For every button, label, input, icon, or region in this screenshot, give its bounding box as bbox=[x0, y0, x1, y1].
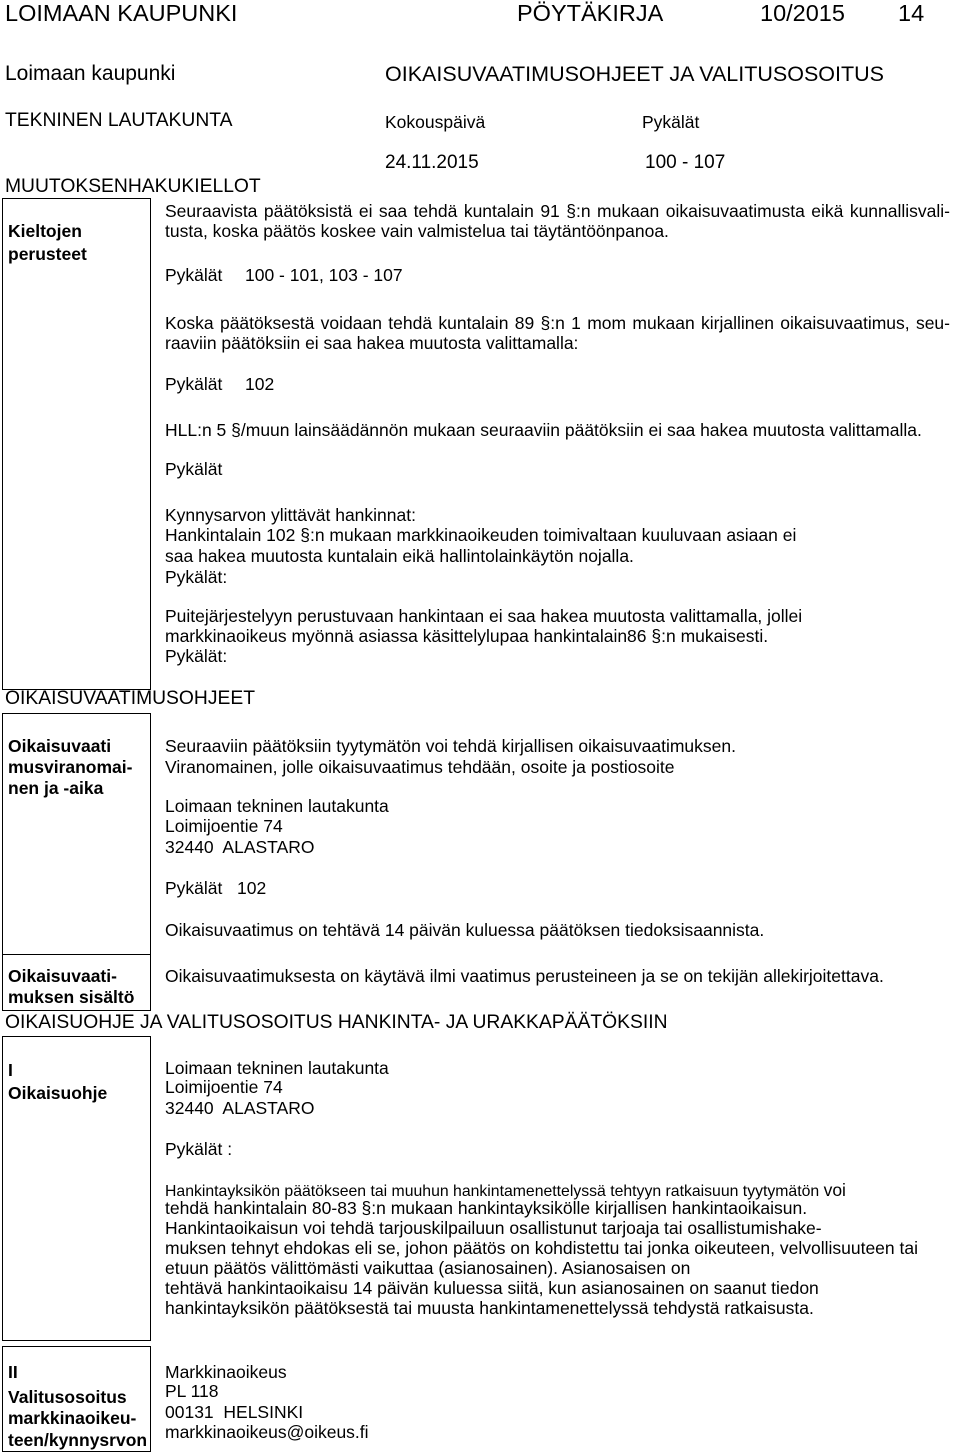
body-text-line: tusta, koska päätös koskee vain valmistelua tai täytäntöönpanoa. bbox=[165, 221, 669, 241]
address-line: Loimijoentie 74 bbox=[165, 1077, 283, 1097]
side-label: I bbox=[8, 1060, 13, 1080]
body-text-line: hankintayksikön päätöksestä tai muusta hankintamenettelyssä tehdystä ratkaisusta. bbox=[165, 1298, 814, 1318]
side-label: Oikaisuvaati- bbox=[8, 966, 117, 986]
address-line: 32440 ALASTARO bbox=[165, 837, 315, 857]
body-text-line: Seuraavista päätöksistä ei saa tehdä kuntalain 91 §:n mukaan oikaisuvaatimusta eikä kunnallisvali- bbox=[165, 201, 950, 221]
body-text-line: muksen tehnyt ehdokas eli se, johon päätös on kohdistettu tai jonka oikeuteen, velvollisuuteen tai bbox=[165, 1238, 918, 1258]
address-line: Loimaan tekninen lautakunta bbox=[165, 1058, 389, 1078]
body-text-line: Oikaisuvaatimus on tehtävä 14 päivän kuluessa päätöksen tiedoksisaannista. bbox=[165, 920, 765, 940]
header-meeting-date-label: Kokouspäivä bbox=[385, 112, 486, 132]
body-text-segment: voi bbox=[823, 1180, 846, 1200]
body-text-line: saa hakea muutosta kuntalain eikä hallintolainkäytön nojalla. bbox=[165, 546, 634, 566]
label-cell-correction bbox=[2, 1036, 151, 1341]
header-number: 10/2015 bbox=[760, 0, 845, 26]
side-label: perusteet bbox=[8, 244, 87, 264]
address-line: Loimaan tekninen lautakunta bbox=[165, 796, 389, 816]
label-cell-bans bbox=[2, 198, 151, 690]
court-address-line: PL 118 bbox=[165, 1381, 219, 1401]
sections-label: Pykälät: bbox=[165, 646, 228, 666]
side-label: II bbox=[8, 1362, 18, 1382]
side-label: nen ja -aika bbox=[8, 778, 104, 798]
header-page-number: 14 bbox=[898, 0, 925, 26]
side-label: teen/kynnysrvon bbox=[8, 1430, 148, 1450]
sections-label: Pykälät bbox=[165, 878, 223, 898]
body-text-line: Kynnysarvon ylittävät hankinnat: bbox=[165, 505, 416, 525]
side-label: Kieltojen bbox=[8, 221, 82, 241]
header-org-caps: LOIMAAN KAUPUNKI bbox=[5, 0, 238, 26]
header-body: TEKNINEN LAUTAKUNTA bbox=[5, 110, 233, 131]
sections-value: 102 bbox=[237, 878, 267, 898]
body-text-line: tehtävä hankintaoikaisu 14 päivän kuluessa siitä, kun asianosainen on saanut tiedon bbox=[165, 1278, 819, 1298]
section-heading-procurement: OIKAISUOHJE JA VALITUSOSOITUS HANKINTA- JA URAKKAPÄÄTÖKSIIN bbox=[5, 1012, 668, 1033]
header-meeting-date: 24.11.2015 bbox=[385, 152, 479, 173]
header-org: Loimaan kaupunki bbox=[5, 62, 176, 85]
header-sections: 100 - 107 bbox=[645, 152, 726, 173]
sections-label: Pykälät bbox=[165, 374, 223, 394]
body-text-line: Puitejärjestelyyn perustuvaan hankintaan ei saa hakea muutosta valittamalla, jollei bbox=[165, 606, 803, 626]
address-line: Loimijoentie 74 bbox=[165, 816, 283, 836]
body-text-line: Hankintalain 102 §:n mukaan markkinaoikeuden toimivaltaan kuuluvaan asiaan ei bbox=[165, 525, 797, 545]
body-text-line: Hankintaoikaisun voi tehdä tarjouskilpailuun osallistunut tarjoaja tai osallistumishake- bbox=[165, 1218, 822, 1238]
header-doc-type: PÖYTÄKIRJA bbox=[517, 0, 664, 26]
section-heading-appeal-bans: MUUTOKSENHAKUKIELLOT bbox=[5, 176, 261, 197]
header-sections-label: Pykälät bbox=[642, 112, 700, 132]
side-label: markkinaoikeu- bbox=[8, 1408, 137, 1428]
side-label: Oikaisuvaati bbox=[8, 736, 112, 756]
court-address-line: Markkinaoikeus bbox=[165, 1362, 287, 1382]
body-text-line: Oikaisuvaatimuksesta on käytävä ilmi vaatimus perusteineen ja se on tekijän allekirjoitettava. bbox=[165, 966, 884, 986]
side-label: Oikaisuohje bbox=[8, 1083, 108, 1103]
address-line: 32440 ALASTARO bbox=[165, 1098, 315, 1118]
court-email: markkinaoikeus@oikeus.fi bbox=[165, 1422, 369, 1442]
section-heading-claim: OIKAISUVAATIMUSOHJEET bbox=[5, 688, 255, 709]
sections-label: Pykälät bbox=[165, 265, 223, 285]
body-text-line: markkinaoikeus myönnä asiassa käsittelylupaa hankintalain86 §:n mukaisesti. bbox=[165, 626, 769, 646]
side-label: musviranomai- bbox=[8, 757, 133, 777]
header-doc-title: OIKAISUVAATIMUSOHJEET JA VALITUSOSOITUS bbox=[385, 62, 884, 86]
body-text-line: etuun päätös välittömästi vaikuttaa (asianosainen). Asianosaisen on bbox=[165, 1258, 691, 1278]
body-text-line: Koska päätöksestä voidaan tehdä kuntalain 89 §:n 1 mom mukaan kirjallinen oikaisuvaatimus, seu- bbox=[165, 313, 950, 333]
body-text-line: tehdä hankintalain 80-83 §:n mukaan hankintayksikölle kirjallisen hankintaoikaisun. bbox=[165, 1198, 808, 1218]
sections-value: 102 bbox=[245, 374, 275, 394]
sections-label: Pykälät bbox=[165, 459, 223, 479]
sections-label: Pykälät: bbox=[165, 567, 228, 587]
court-address-line: 00131 HELSINKI bbox=[165, 1402, 304, 1422]
body-text-segment: Hankintayksikön päätökseen tai muuhun hankintamenettelyssä tehtyyn ratkaisuun tyytymätön bbox=[165, 1183, 824, 1200]
sections-label: Pykälät : bbox=[165, 1139, 233, 1159]
body-text-line: HLL:n 5 §/muun lainsäädännön mukaan seuraaviin päätöksiin ei saa hakea muutosta valittamalla. bbox=[165, 420, 922, 440]
body-text-line: Seuraaviin päätöksiin tyytymätön voi tehdä kirjallisen oikaisuvaatimuksen. bbox=[165, 736, 736, 756]
body-text-line: Viranomainen, jolle oikaisuvaatimus tehdään, osoite ja postiosoite bbox=[165, 757, 675, 777]
body-text-line: raaviin päätöksiin ei saa hakea muutosta valittamalla: bbox=[165, 333, 579, 353]
side-label: muksen sisältö bbox=[8, 987, 135, 1007]
side-label: Valitusosoitus bbox=[8, 1387, 127, 1407]
sections-value: 100 - 101, 103 - 107 bbox=[245, 265, 403, 285]
